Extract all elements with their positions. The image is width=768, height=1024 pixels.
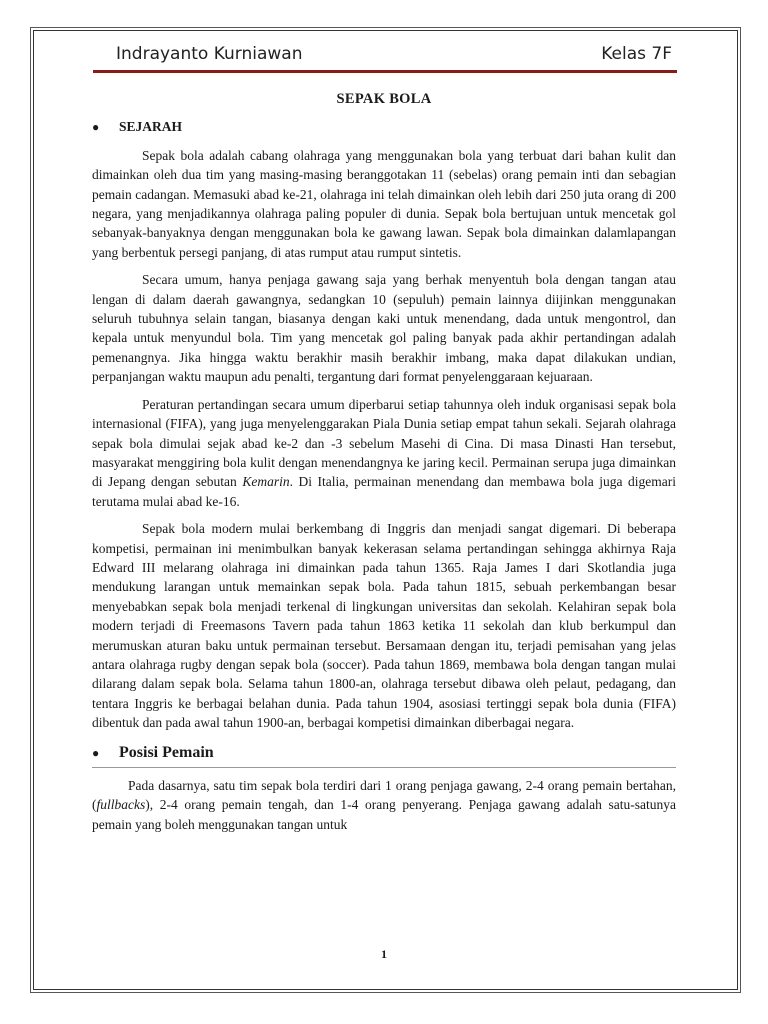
section-heading-sejarah [92,117,676,137]
paragraph-text: Pada dasarnya, satu tim sepak bola terdiri dari 1 orang penjaga gawang, 2-4 orang pemain bertahan, ( [92,778,676,813]
class-label: Kelas 7F [601,44,672,64]
paragraph-text: ), 2-4 orang pemain tengah, dan 1-4 orang penyerang. Penjaga gawang adalah satu-satunya pemain yang boleh menggunakan tangan untuk [92,797,676,832]
header-divider [93,70,677,73]
section-heading-label: Posisi Pemain [119,743,214,761]
paragraph-text: . Di Italia, permainan menendang dan membawa bola juga digemari terutama mulai abad ke-16. [92,474,676,509]
italic-term: Kemarin [242,474,290,490]
bullet-icon: ● [92,120,100,135]
paragraph [92,395,676,511]
paragraph: Secara umum, hanya penjaga gawang saja yang berhak menyentuh bola dengan tangan atau lengan di dalam daerah gawangnya, sedangkan 10 (sepuluh) pemain lainnya diijinkan menggunakan seluruh tubuhnya selain tangan, biasanya dengan kaki untuk menendang, dada untuk mengontrol, dan kepala untuk menyundul bola. Tim yang mencetak gol paling banyak pada akhir pertandingan adalah pemenangnya. Jika hingga waktu berakhir masih berakhir imbang, maka dapat dilakukan undian, perpanjangan waktu maupun adu penalti, tergantung dari format penyelenggaraan kejuaraan. [92,272,676,385]
section-heading-posisi [92,743,676,763]
paragraph: Sepak bola modern mulai berkembang di Inggris dan menjadi sangat digemari. Di beberapa kompetisi, permainan ini menimbulkan banyak kekerasan selama pertandingan sehingga akhirnya Raja Edward III melarang olahraga ini dimainkan pada tahun 1365. Raja James I dari Skotlandia juga mendukung larangan untuk memainkan sepak bola. Pada tahun 1815, sebuah perkembangan besar menyebabkan sepak bola menjadi terkenal di lingkungan universitas dan sekolah. Kelahiran sepak bola modern terjadi di Freemasons Tavern pada tahun 1863 ketika 11 sekolah dan klub berkumpul dan merumuskan aturan baku untuk permainan tersebut. Bersamaan dengan itu, terjadi pemisahan yang jelas antara olahraga rugby dengan sepak bola (soccer). Pada tahun 1869, membawa bola dengan tangan mulai dilarang dalam sepak bola. Selama tahun 1800-an, olahraga tersebut dibawa oleh pelaut, pedagang, dan tentara Inggris ke berbagai belahan dunia. Pada tahun 1904, asosiasi tertinggi sepak bola dunia (FIFA) dibentuk dan pada awal tahun 1900-an, berbagai kompetisi dimainkan diberbagai negara. [92,521,676,731]
document-title: SEPAK BOLA [336,91,432,107]
page-number: 1 [381,947,387,961]
author-name: Indrayanto Kurniawan [116,44,303,64]
page-header [116,44,672,70]
section-divider [92,767,676,768]
paragraph [92,776,676,834]
document-body [92,90,676,842]
paragraph-text: Peraturan pertandingan secara umum diperbarui setiap tahunnya oleh induk organisasi sepak bola internasional (FIFA), yang juga menyelenggarakan Piala Dunia setiap empat tahun sekali. Sejarah olahraga sepak bola dimulai sejak abad ke-2 dan -3 sebelum Masehi di Cina. Di masa Dinasti Han tersebut, masyarakat menggiring bola kulit dengan menendangnya ke jaring kecil. Permainan serupa juga dimainkan di Jepang dengan sebutan [92,396,676,490]
section-heading-label: SEJARAH [119,119,183,135]
paragraph: Sepak bola adalah cabang olahraga yang menggunakan bola yang terbuat dari bahan kulit dan dimainkan oleh dua tim yang masing-masing beranggotakan 11 (sebelas) orang pemain inti dan sebagian pemain cadangan. Memasuki abad ke-21, olahraga ini telah dimainkan oleh lebih dari 250 juta orang di 200 negara, yang menjadikannya olahraga paling populer di dunia. Sepak bola bertujuan untuk mencetak gol sebanyak-banyaknya dengan menggunakan bola ke gawang lawan. Sepak bola dimainkan dalamlapangan yang berbentuk persegi panjang, di atas rumput atau rumput sintetis. [92,147,676,260]
bullet-icon: ● [92,745,100,760]
italic-term: fullbacks [96,797,146,813]
